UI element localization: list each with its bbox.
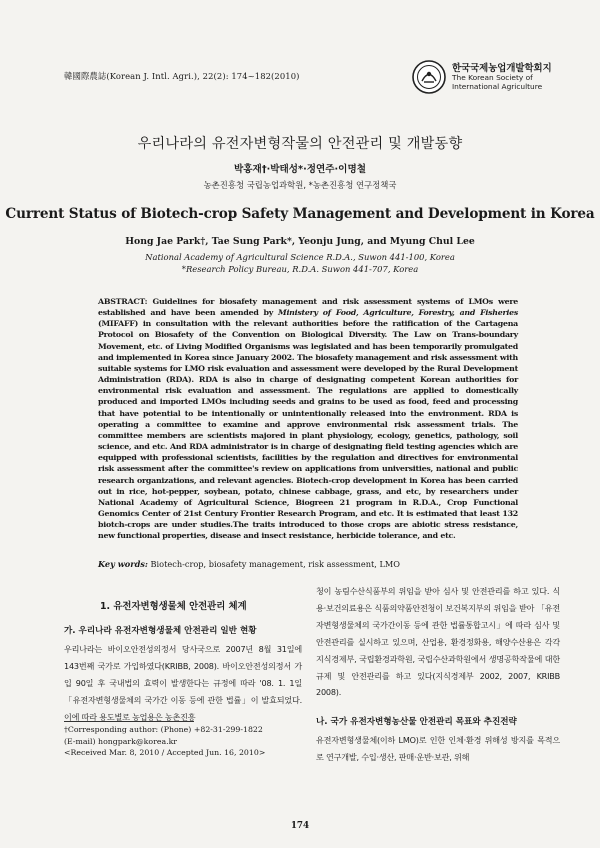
body-text-right: 청이 농림수산식품부의 위임을 받아 심사 및 안전관리를 하고 있다. 식용·보건의료용은 식품의약품안전청이 보건복지부의 위임을 받아 「유전자변형생물체의 국가간이동 등에 관한 법률통합고시」에 따라 심사 및 안전관리를 실시하고 있으며, 산업용, 환경정화용, 해양수산용은 각각 지식경제부, 국립환경과학원, 국립수산과학원에서 생명공학작물에 대한 규제 및 안전관리를 하고 있다(지식경제부 2002, 2007, KRIBB 2008). (316, 586, 560, 698)
footnote-divider (64, 721, 194, 722)
body-text-left: 우리나라는 바이오안전성의정서 당사국으로 2007년 8월 31일에 143번째 국가로 가입하였다(KRIBB, 2008). 바이오안전성의정서 가입 90일 후 국내법의 효력이 발생한다는 규정에 따라 '08. 1. 1일 「유전자변형생물체의 국가간 이동 등에 관한 법률」이 발효되었다. 이에 따라 용도별로 농업용은 농촌진흥 (64, 644, 302, 722)
footnote-email: (E-mail) hongpark@korea.kr (64, 736, 178, 746)
journal-citation: 韓國際農誌(Korean J. Intl. Agri.), 22(2): 174~182(2010) (64, 71, 300, 81)
abstract-ministry: Ministery of Food, Agriculture, Forestry, and Fisheries (278, 308, 518, 318)
body-text-right-2: 유전자변형생물체(이하 LMO)로 인한 인체·환경 위해성 방지를 목적으로 연구개발, 수입·생산, 판매·운반·보관, 위해 (316, 735, 560, 762)
title-korean: 우리나라의 유전자변형작물의 안전관리 및 개발동향 (137, 136, 463, 152)
title-english: Current Status of Biotech-crop Safety Management and Development in Korea (5, 206, 595, 222)
subsection-heading-ga: 가. 우리나라 유전자변형생물체 안전관리 일반 현황 (64, 626, 257, 636)
abstract-label: ABSTRACT: (98, 297, 148, 306)
authors-english: Hong Jae Park†, Tae Sung Park*, Yeonju Jung, and Myung Chul Lee (125, 236, 475, 247)
society-seal-icon (412, 60, 446, 94)
abstract (98, 296, 518, 541)
keywords-label: Key words: (98, 559, 148, 569)
page-number: 174 (290, 821, 310, 831)
footnote-received: <Received Mar. 8, 2010 / Accepted Jun. 16, 2010> (64, 748, 266, 758)
society-name-ko: 한국국제농업개발학회지 (452, 63, 552, 74)
footnote-corresponding: †Corresponding author: (Phone) +82-31-299-1822 (64, 725, 263, 734)
section-heading-1: 1. 유전자변형생물체 안전관리 체계 (100, 601, 247, 612)
society-name-en: The Korean Society of International Agriculture (452, 73, 543, 91)
affiliation-english-2: *Research Policy Bureau, R.D.A. Suwon 441-707, Korea (181, 264, 419, 274)
abstract-text-2: (MIFAFF) in consultation with the relevant authorities before the ratification of the Cartagena Protocol on Biosafety of the Convention on Biological Diversity. The Law on Trans-boundary Movement, etc. of Living Modified Organisms was legislated and has been temporarily promulgated and implemented in Korea since January 2002. The biosafety management and risk assessment with suitable systems for LMO risk evaluation and assessment were developed by the Rural Development Administration (RDA). RDA is also in charge of designating competent Korean authorities for environmental risk evaluation and assessment. The regulations are applied to domestically produced and imported LMOs including seeds and grains to be used as food, feed and processing that have potential to be intentionally or unintentionally released into the environment. RDA is operating a committee to examine and approve environmental risk assessment trials. The committee members are scientists majored in plant physiology, ecology, genetics, pathology, soil science, and etc. And RDA administrator is in charge of designating field testing agencies which are equipped with professional scientists, facilities by the regulation and directives for environmental risk assessment after the committee's review on applications from universities, national and public research organizations, and relevant agencies. Biotech-crop development in Korea has been carried out in rice, hot-pepper, soybean, potato, chinese cabbage, grass, and etc, by researchers under National Academy of Agricultural Science, Biogreen 21 program in R.D.A., Crop Functional Genomics Center of 21st Century Frontier Research Program, and etc. It is estimated that least 132 biotch-crops are under studies.The traits introduced to those crops are abiotic stress resistance, new functional properties, disease and insect resistance, herbicide tolerance, and etc. (98, 319, 518, 541)
keywords (98, 559, 528, 569)
authors-korean: 박홍재†·박태성*·정연주·이명철 (234, 164, 366, 175)
footnotes (64, 724, 304, 759)
affiliation-english-1: National Academy of Agricultural Science R.D.A., Suwon 441-100, Korea (145, 252, 455, 262)
affiliation-korean: 농촌진흥청 국립농업과학원, *농촌진흥청 연구정책국 (203, 180, 397, 190)
society-logo-block (412, 58, 562, 98)
abstract-text-1: Guidelines for biosafety management and risk assessment systems of LMOs were established and have been amended by (98, 297, 518, 318)
subsection-heading-na: 나. 국가 유전자변형농산물 안전관리 목표와 추진전략 (316, 717, 517, 727)
keywords-text: Biotech-crop, biosafety management, risk assessment, LMO (147, 559, 401, 569)
